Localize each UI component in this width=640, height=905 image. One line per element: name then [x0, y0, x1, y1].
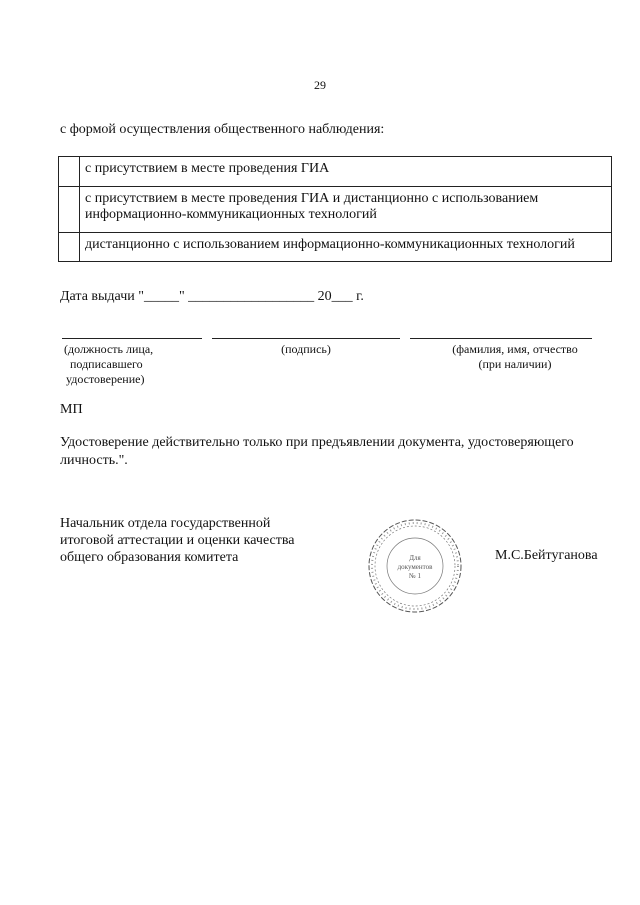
- intro-text: с формой осуществления общественного наблюдения:: [60, 122, 385, 137]
- observation-form-table: [58, 156, 612, 262]
- position-signature-line: [62, 338, 202, 339]
- option-label-line: с присутствием в месте проведения ГИА и дистанционно с использованием: [85, 191, 539, 206]
- option-checkbox-cell[interactable]: [58, 157, 80, 186]
- stamp-text: Для: [409, 554, 421, 562]
- seal-place-label: МП: [60, 402, 83, 417]
- caption-line: подписавшего: [70, 357, 143, 371]
- option-checkbox-cell[interactable]: [58, 187, 80, 232]
- stamp-text: документов: [397, 563, 433, 571]
- signature-caption: (подпись): [281, 342, 331, 356]
- official-stamp: [365, 516, 465, 616]
- caption-line: (при наличии): [478, 357, 552, 371]
- option-row: [58, 157, 612, 187]
- option-label: дистанционно с использованием информационно-коммуникационных технологий: [80, 233, 612, 261]
- name-caption: [430, 342, 600, 372]
- validity-line: Удостоверение действительно только при предъявлении документа, удостоверяющего: [60, 435, 574, 450]
- option-label: [80, 187, 612, 232]
- caption-line: (должность лица,: [64, 342, 154, 356]
- option-row: [58, 233, 612, 262]
- option-checkbox-cell[interactable]: [58, 233, 80, 261]
- caption-line: (фамилия, имя, отчество: [452, 342, 578, 356]
- caption-line: удостоверение): [66, 372, 145, 386]
- position-caption: [64, 342, 204, 387]
- signer-name: М.С.Бейтуганова: [495, 548, 598, 563]
- stamp-text: № 1: [409, 572, 421, 580]
- signer-title-line: общего образования комитета: [60, 550, 239, 565]
- option-label: с присутствием в месте проведения ГИА: [80, 157, 612, 186]
- signature-line: [212, 338, 400, 339]
- page-number: 29: [314, 78, 326, 92]
- validity-line: личность.".: [60, 453, 128, 468]
- name-signature-line: [410, 338, 592, 339]
- option-label-line: информационно-коммуникационных технологий: [85, 207, 377, 222]
- validity-note: [60, 434, 612, 470]
- option-row: [58, 187, 612, 233]
- signer-title: [60, 515, 294, 566]
- issue-date-line: Дата выдачи "_____" __________________ 20___ г.: [60, 289, 364, 304]
- signer-title-line: итоговой аттестации и оценки качества: [60, 533, 295, 548]
- signer-title-line: Начальник отдела государственной: [60, 516, 271, 531]
